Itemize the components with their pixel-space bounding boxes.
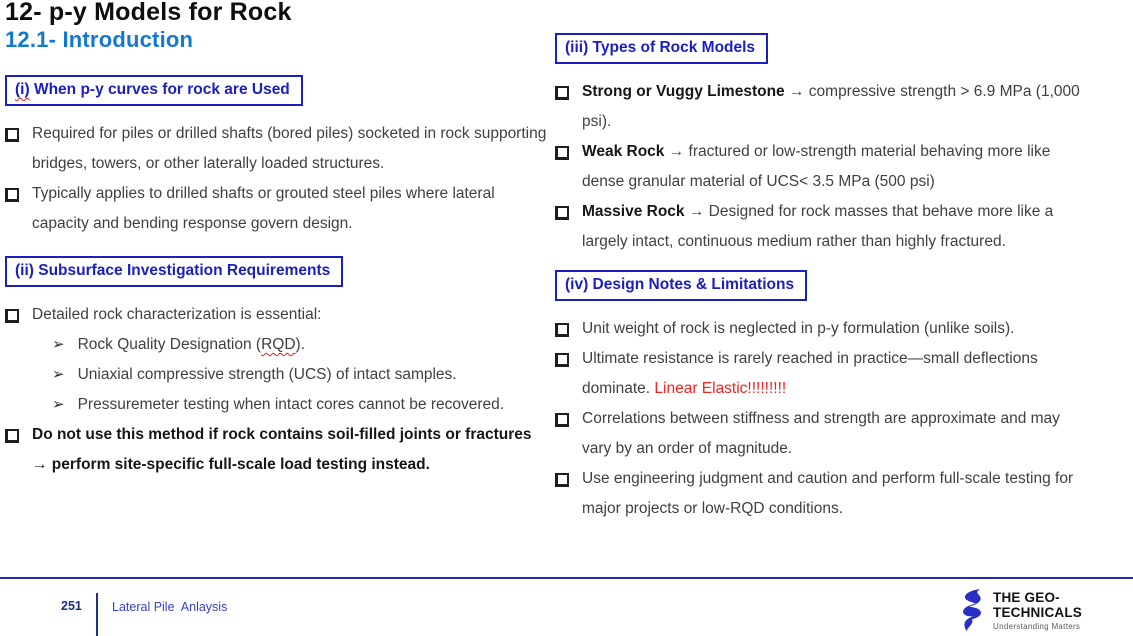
warning-text: Do not use this method if rock contains soil-filled joints or fractures → perform site-specific full-scale load testing instead. bbox=[32, 426, 536, 473]
arrowhead-bullet-icon: ➢ bbox=[52, 396, 65, 413]
item-bold-lead: Weak Rock bbox=[582, 143, 665, 160]
square-bullet-icon bbox=[555, 413, 569, 427]
footer-title: Lateral Pile Anlaysis bbox=[112, 600, 228, 614]
sub-item-text-misspelled: RQD bbox=[261, 336, 296, 353]
list-item-text: Typically applies to drilled shafts or grouted steel piles where lateral capacity and bending response govern design. bbox=[32, 185, 499, 232]
sub-item-text-pre: Rock Quality Designation ( bbox=[77, 336, 262, 353]
item-bold-lead: Massive Rock bbox=[582, 203, 685, 220]
page-title: 12- p-y Models for Rock bbox=[5, 0, 292, 26]
geo-technicals-logo bbox=[958, 588, 1082, 632]
section-ii-label: Subsurface Investigation Requirements bbox=[33, 262, 331, 279]
list-item bbox=[555, 197, 1093, 257]
list-item-text: Required for piles or drilled shafts (bored piles) socketed in rock supporting bridges, towers, or other laterally loaded structures. bbox=[32, 125, 551, 172]
section-iii-list bbox=[555, 77, 1093, 257]
warning-item bbox=[5, 420, 548, 480]
list-item bbox=[5, 300, 548, 330]
list-item bbox=[555, 344, 1093, 404]
footer-vertical-rule bbox=[96, 593, 98, 636]
section-ii-list bbox=[5, 300, 548, 480]
geo-technicals-logo-icon bbox=[958, 588, 986, 632]
square-bullet-icon bbox=[555, 353, 569, 367]
left-column bbox=[5, 75, 551, 480]
list-item-text: Correlations between stiffness and strength are approximate and may vary by an order of magnitude. bbox=[582, 410, 1065, 457]
arrowhead-bullet-icon: ➢ bbox=[52, 366, 65, 383]
logo-line2: TECHNICALS bbox=[993, 604, 1082, 620]
square-bullet-icon bbox=[5, 188, 19, 202]
section-iii-label: Types of Rock Models bbox=[588, 39, 756, 56]
list-item-text bbox=[582, 197, 1093, 257]
item-rest-text: → fractured or low-strength material behaving more like dense granular material of UCS< 3.5 MPa (500 psi) bbox=[582, 143, 1055, 190]
list-item bbox=[5, 179, 548, 239]
section-iv-numeral: (iv) bbox=[565, 276, 589, 293]
section-header-ii bbox=[5, 256, 343, 287]
square-bullet-icon bbox=[5, 429, 19, 443]
list-item-text bbox=[582, 137, 1093, 197]
sub-list-item bbox=[5, 360, 548, 390]
section-i-list bbox=[5, 119, 551, 239]
footer-divider bbox=[0, 577, 1133, 579]
sub-item-text: Uniaxial compressive strength (UCS) of intact samples. bbox=[77, 366, 457, 383]
section-header-iii bbox=[555, 33, 768, 64]
list-item-text: Detailed rock characterization is essential: bbox=[32, 306, 322, 323]
sub-item-text: Pressuremeter testing when intact cores cannot be recovered. bbox=[77, 396, 505, 413]
list-item-text: Unit weight of rock is neglected in p-y formulation (unlike soils). bbox=[582, 320, 1015, 337]
sub-item-text bbox=[78, 330, 305, 360]
square-bullet-icon bbox=[555, 146, 569, 160]
section-header-i bbox=[5, 75, 303, 106]
square-bullet-icon bbox=[5, 128, 19, 142]
section-subtitle: 12.1- Introduction bbox=[5, 27, 194, 52]
square-bullet-icon bbox=[5, 309, 19, 323]
logo-line1: THE GEO- bbox=[993, 589, 1060, 605]
item-rest-text: → compressive strength > 6.9 MPa (1,000 psi). bbox=[582, 83, 1085, 130]
list-item bbox=[555, 77, 1093, 137]
section-i-numeral: (i) bbox=[15, 81, 30, 98]
sub-item-text-post: ). bbox=[295, 336, 305, 353]
section-i-label: When p-y curves for rock are Used bbox=[29, 81, 290, 98]
list-item bbox=[555, 137, 1093, 197]
section-ii-numeral: (ii) bbox=[15, 262, 34, 279]
list-item bbox=[5, 119, 551, 179]
list-item-text bbox=[582, 344, 1093, 404]
list-item bbox=[555, 314, 1093, 344]
item-alert-text: Linear Elastic!!!!!!!!! bbox=[654, 380, 787, 397]
square-bullet-icon bbox=[555, 323, 569, 337]
square-bullet-icon bbox=[555, 473, 569, 487]
item-normal-text: Ultimate resistance is rarely reached in practice—small deflections dominate. bbox=[582, 350, 1043, 397]
section-header-iv bbox=[555, 270, 807, 301]
list-item bbox=[555, 404, 1093, 464]
item-rest-text: → Designed for rock masses that behave more like a largely intact, continuous medium rather than highly fractured. bbox=[582, 203, 1058, 250]
list-item bbox=[555, 464, 1093, 524]
right-column bbox=[555, 33, 1093, 524]
logo-text-block bbox=[993, 590, 1082, 631]
item-bold-lead: Strong or Vuggy Limestone bbox=[582, 83, 785, 100]
section-iii-numeral: (iii) bbox=[565, 39, 589, 56]
sub-list-item bbox=[5, 330, 548, 360]
square-bullet-icon bbox=[555, 206, 569, 220]
list-item-text: Use engineering judgment and caution and perform full-scale testing for major projects or low-RQD conditions. bbox=[582, 470, 1078, 517]
section-iv-label: Design Notes & Limitations bbox=[588, 276, 795, 293]
square-bullet-icon bbox=[555, 86, 569, 100]
page-number: 251 bbox=[61, 599, 82, 613]
list-item-text bbox=[582, 77, 1093, 137]
arrowhead-bullet-icon: ➢ bbox=[52, 336, 65, 353]
logo-tagline: Understanding Matters bbox=[993, 621, 1081, 631]
sub-list-item bbox=[5, 390, 548, 420]
section-iv-list bbox=[555, 314, 1093, 524]
